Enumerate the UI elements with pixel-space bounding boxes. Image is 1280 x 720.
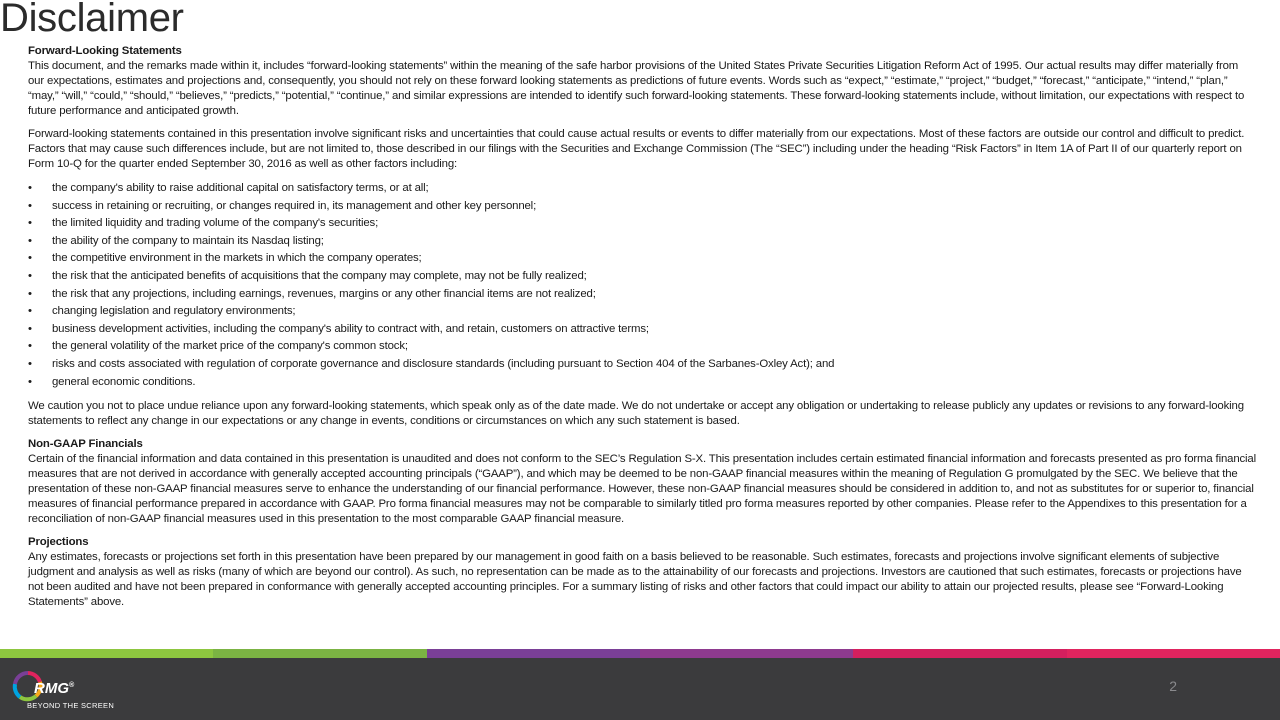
list-item-text: the risk that the anticipated benefits of acquisitions that the company may complete, may not be fully realized; — [52, 269, 587, 282]
list-item — [28, 250, 1256, 268]
stripe-segment — [640, 649, 853, 658]
list-item — [28, 338, 1256, 356]
page-number: 2 — [1169, 678, 1177, 694]
list-item-text: the general volatility of the market price of the company's common stock; — [52, 340, 408, 353]
list-item-text: the risk that any projections, including earnings, revenues, margins or any other financial items are not realized; — [52, 287, 596, 300]
logo-tagline: BEYOND THE SCREEN — [27, 701, 115, 710]
stripe-segment — [1067, 649, 1280, 658]
bullet-icon: • — [28, 287, 32, 300]
list-item-text: the ability of the company to maintain its Nasdaq listing; — [52, 234, 324, 247]
list-item-text: the limited liquidity and trading volume of the company's securities; — [52, 217, 379, 230]
list-item-text: changing legislation and regulatory environments; — [52, 305, 296, 318]
bullet-icon: • — [28, 375, 32, 388]
list-item-text: general economic conditions. — [52, 375, 196, 388]
stripe-segment — [213, 649, 426, 658]
list-item — [28, 215, 1256, 233]
forward-looking-paragraph-2: Forward-looking statements contained in this presentation involve significant risks and uncertainties that could cause actual results or events to differ materially from our expectations. Most of these factors are outside our control and difficult to predict. Factors that may cause such differences include, but are not limited to, those described in our filings with the Securities and Exchange Commission (The “SEC”) including under the heading “Risk Factors” in Item 1A of Part II of our quarterly report on Form 10-Q for the quarter ended September 30, 2016 as well as other factors including: — [28, 128, 1245, 170]
list-item — [28, 286, 1256, 304]
list-item — [28, 303, 1256, 321]
footer-bar — [0, 658, 1280, 720]
list-item-text: risks and costs associated with regulation of corporate governance and disclosure standards (including pursuant to Section 404 of the Sarbanes-Oxley Act); and — [52, 357, 835, 370]
list-item — [28, 180, 1256, 198]
color-stripe — [0, 649, 1280, 658]
bullet-icon: • — [28, 322, 32, 335]
list-item — [28, 321, 1256, 339]
bullet-icon: • — [28, 269, 32, 282]
bullet-icon: • — [28, 305, 32, 318]
risk-factors-list — [28, 180, 1256, 391]
page-title: Disclaimer — [0, 0, 184, 40]
logo-wordmark: RMG® — [34, 680, 75, 697]
disclaimer-body — [28, 44, 1256, 610]
bullet-icon: • — [28, 234, 32, 247]
bullet-icon: • — [28, 199, 32, 212]
list-item — [28, 268, 1256, 286]
list-item — [28, 233, 1256, 251]
non-gaap-heading: Non-GAAP Financials — [28, 438, 143, 451]
list-item — [28, 356, 1256, 374]
rmg-logo — [12, 668, 142, 714]
forward-looking-heading: Forward-Looking Statements — [28, 45, 182, 57]
stripe-segment — [0, 649, 213, 658]
projections-heading: Projections — [28, 536, 89, 549]
list-item-text: the company's ability to raise additional capital on satisfactory terms, or at all; — [52, 182, 429, 194]
bullet-icon: • — [28, 217, 32, 230]
forward-looking-paragraph-3: We caution you not to place undue reliance upon any forward-looking statements, which speak only as of the date made. We do not undertake or accept any obligation or undertaking to release publicly any updates or revisions to any forward-looking statements to reflect any change in our expectations or any change in events, conditions or circumstances on which any such statement is based. — [28, 400, 1244, 428]
bullet-icon: • — [28, 340, 32, 353]
stripe-segment — [427, 649, 640, 658]
non-gaap-paragraph: Certain of the financial information and data contained in this presentation is unaudited and does not conform to the SEC’s Regulation S-X. This presentation includes certain estimated financial information and forecasts presented as pro forma financial measures that are not derived in accordance with generally accepted accounting principals (“GAAP”), and which may be deemed to be non-GAAP financial measures within the meaning of Regulation G promulgated by the SEC. We believe that the presentation of these non-GAAP financial measures serve to enhance the understanding of our financial performance. However, these non-GAAP financial measures should be considered in addition to, and not as substitutes for or superior to, financial measures of financial performance prepared in accordance with GAAP. Pro forma financial measures may not be comparable to similarly titled pro forma measures reported by other companies. Please refer to the Appendixes to this presentation for a reconciliation of non-GAAP financial measures used in this presentation to the most comparable GAAP financial measure. — [28, 453, 1256, 526]
bullet-icon: • — [28, 252, 32, 265]
stripe-segment — [853, 649, 1066, 658]
forward-looking-paragraph-1: This document, and the remarks made within it, includes “forward-looking statements” within the meaning of the safe harbor provisions of the United States Private Securities Litigation Reform Act of 1995. Our actual results may differ materially from our expectations, estimates and projections and, consequently, you should not rely on these forward looking statements as predictions of future events. Words such as “expect,” “estimate,” “project,” “budget,” “forecast,” “anticipate,” “intend,” “plan,” “may,” “will,” “could,” “should,” “believes,” “predicts,” “potential,” “continue,” and similar expressions are intended to identify such forward-looking statements. These forward-looking statements include, without limitation, our expectations with respect to future performance and anticipated growth. — [28, 60, 1245, 117]
list-item-text: business development activities, including the company's ability to contract with, and retain, customers on attractive terms; — [52, 322, 649, 335]
bullet-icon: • — [28, 357, 32, 370]
list-item — [28, 198, 1256, 216]
list-item-text: the competitive environment in the markets in which the company operates; — [52, 252, 422, 265]
list-item — [28, 374, 1256, 392]
bullet-icon: • — [28, 182, 32, 194]
list-item-text: success in retaining or recruiting, or changes required in, its management and other key personnel; — [52, 199, 537, 212]
projections-paragraph: Any estimates, forecasts or projections set forth in this presentation have been prepared by our management in good faith on a basis believed to be reasonable. Such estimates, forecasts and projections involve significant elements of subjective judgment and analysis as well as risks (many of which are beyond our control). As such, no representation can be made as to the attainability of our forecasts and projections. Investors are cautioned that such estimates, forecasts or projections have not been audited and have not been prepared in conformance with generally accepted accounting principles. For a summary listing of risks and other factors that could impact our ability to attain our projected results, please see “Forward-Looking Statements” above. — [28, 551, 1242, 609]
